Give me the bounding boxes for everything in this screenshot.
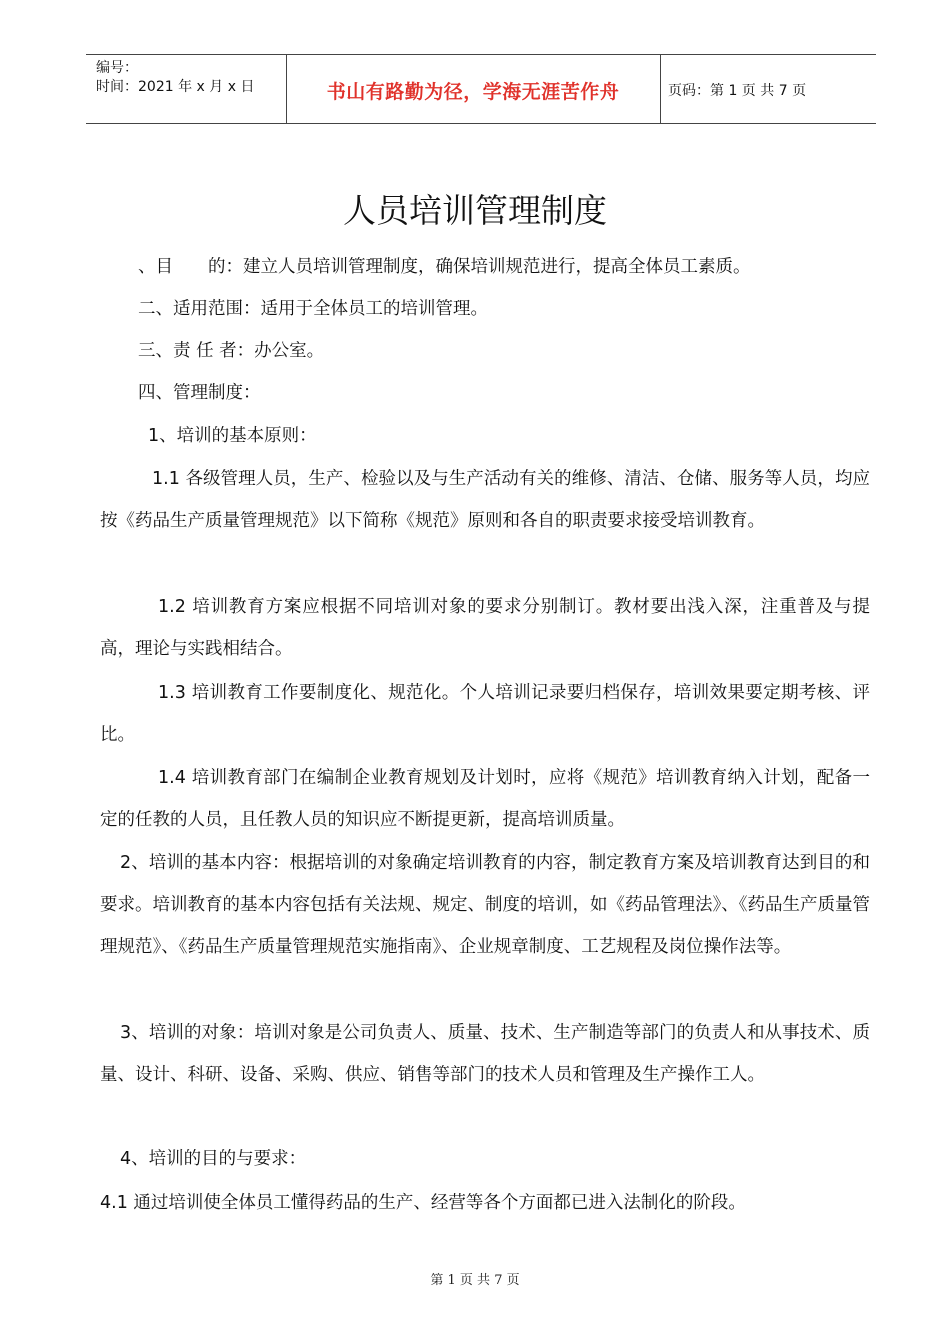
time-label: 时间：2021 年 x 月 x 日 — [96, 79, 255, 95]
section-responsible: 三、责 任 者：办公室。 — [138, 341, 325, 361]
section-purpose: 、目 的：建立人员培训管理制度，确保培训规范进行，提高全体员工素质。 — [138, 257, 751, 277]
document-title: 人员培训管理制度 — [343, 191, 607, 230]
paragraph-1-1: 1.1 各级管理人员，生产、检验以及与生产活动有关的维修、清洁、仓储、服务等人员，均应按《药品生产质量管理规范》以下简称《规范》原则和各自的职责要求接受培训教育。 — [100, 469, 870, 531]
paragraph-2: 2、培训的基本内容：根据培训的对象确定培训教育的内容，制定教育方案及培训教育达到目的和要求。培训教育的基本内容包括有关法规、规定、制度的培训，如《药品管理法》、《药品生产质量管理规范》、《药品生产质量管理规范实施指南》、企业规章制度、工艺规程及岗位操作法等。 — [100, 853, 870, 957]
principles-heading: 1、培训的基本原则： — [148, 426, 317, 446]
header-divider — [660, 55, 661, 123]
header-page-label: 页码：第 1 页 共 7 页 — [668, 83, 807, 99]
paragraph-3: 3、培训的对象：培训对象是公司负责人、质量、技术、生产制造等部门的负责人和从事技术、质量、设计、科研、设备、采购、供应、销售等部门的技术人员和管理及生产操作工人。 — [100, 1023, 870, 1085]
paragraph-1-3: 1.3 培训教育工作要制度化、规范化。个人培训记录要归档保存，培训效果要定期考核、评比。 — [100, 683, 871, 745]
header-motto: 书山有路勤为径，学海无涯苦作舟 — [326, 81, 620, 103]
paragraph-4-1: 4.1 通过培训使全体员工懂得药品的生产、经营等各个方面都已进入法制化的阶段。 — [100, 1193, 746, 1213]
paragraph-1-4: 1.4 培训教育部门在编制企业教育规划及计划时，应将《规范》培训教育纳入计划，配备一定的任教的人员，且任教人员的知识应不断提更新，提高培训质量。 — [100, 768, 871, 830]
page-footer: 第 1 页 共 7 页 — [430, 1273, 520, 1288]
header-meta — [96, 59, 254, 97]
section-management: 四、管理制度： — [138, 383, 261, 403]
paragraph-1-2: 1.2 培训教育方案应根据不同培训对象的要求分别制订。教材要出浅入深，注重普及与提高，理论与实践相结合。 — [100, 597, 870, 659]
paragraph-4: 4、培训的目的与要求： — [120, 1149, 307, 1169]
number-label: 编号： — [96, 60, 138, 76]
section-scope: 二、适用范围：适用于全体员工的培训管理。 — [138, 299, 488, 319]
document-header — [86, 54, 876, 124]
